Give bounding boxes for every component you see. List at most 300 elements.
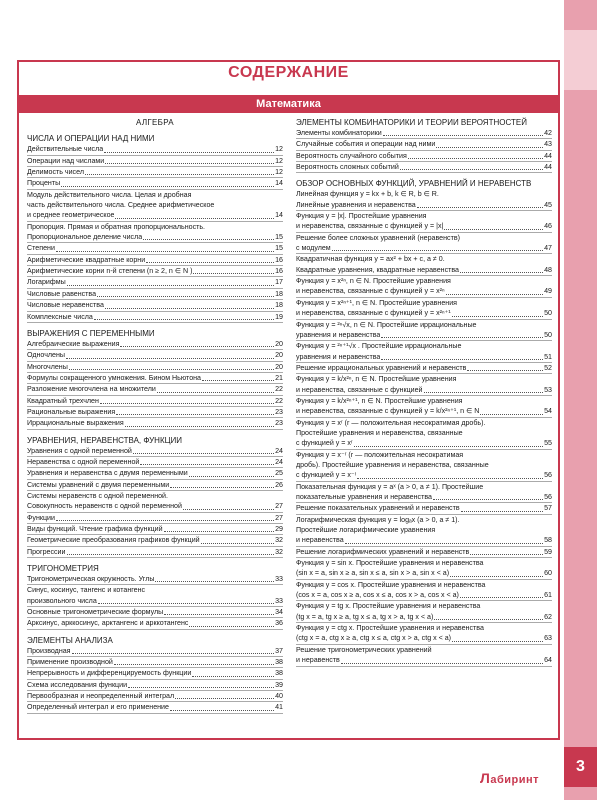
toc-page-number: 12 — [275, 168, 283, 177]
toc-entry[interactable] — [27, 277, 283, 288]
toc-entry-text: Рациональные выражения — [27, 407, 116, 416]
toc-entry-text: и неравенства, связанные с функцией y = x²ⁿ — [296, 287, 445, 296]
leader-dots — [357, 478, 543, 479]
toc-page-number: 38 — [275, 658, 283, 667]
leader-dots — [480, 414, 543, 415]
section-title: УРАВНЕНИЯ, НЕРАВЕНСТВА, ФУНКЦИИ — [27, 435, 183, 445]
leader-dots — [408, 158, 543, 159]
toc-entry-text: Вероятность сложных событий — [296, 163, 399, 172]
toc-entry-text: и неравенства — [296, 536, 344, 545]
toc-entry[interactable] — [296, 558, 552, 568]
toc-entry[interactable] — [296, 525, 552, 535]
leader-dots — [175, 698, 274, 699]
toc-entry[interactable] — [27, 300, 283, 311]
toc-page-number: 34 — [275, 608, 283, 617]
leader-dots — [446, 294, 544, 295]
leader-dots — [104, 152, 274, 153]
leader-dots — [56, 251, 274, 252]
toc-entry-text: Арифметические квадратные корни — [27, 255, 146, 264]
toc-entry[interactable] — [296, 352, 552, 363]
toc-page-number: 33 — [275, 596, 283, 605]
leader-dots — [193, 273, 274, 274]
toc-entry[interactable] — [296, 374, 552, 384]
toc-entry[interactable] — [296, 601, 552, 611]
toc-entry[interactable] — [296, 308, 552, 319]
toc-entry-text: Функция y = k/x²ⁿ⁺¹, n ∈ N. Простейшие уравнения — [296, 396, 463, 405]
toc-entry[interactable] — [296, 438, 552, 449]
toc-entry[interactable] — [27, 585, 283, 595]
toc-entry[interactable] — [296, 254, 552, 264]
leader-dots — [155, 581, 274, 582]
toc-page-number: 39 — [275, 680, 283, 689]
logo-text: абиринт — [490, 774, 540, 786]
toc-page-number: 64 — [544, 656, 552, 665]
leader-dots — [189, 476, 274, 477]
toc-page-number: 26 — [275, 480, 283, 489]
toc-entry-text: Алгебраические выражения — [27, 339, 120, 348]
leader-dots — [56, 520, 274, 521]
toc-entry[interactable] — [27, 243, 283, 254]
toc-entry[interactable] — [27, 255, 283, 266]
subject-banner: Математика — [19, 95, 558, 113]
toc-entry[interactable] — [27, 491, 283, 501]
toc-entry[interactable] — [296, 243, 552, 254]
labirint-logo — [480, 770, 539, 786]
leader-dots — [120, 346, 274, 347]
leader-dots — [100, 403, 274, 404]
toc-entry[interactable] — [296, 503, 552, 514]
toc-entry-text: Проценты — [27, 179, 61, 188]
toc-page-number: 47 — [544, 244, 552, 253]
toc-entry-text: показательные уравнения и неравенства — [296, 493, 432, 501]
toc-entry[interactable] — [296, 276, 552, 286]
toc-entry-text: Функция y = cos x. Простейшие уравнения и неравенства — [296, 580, 486, 589]
toc-page-number: 58 — [544, 536, 552, 545]
leader-dots — [444, 229, 543, 230]
toc-page-number: 52 — [544, 363, 552, 372]
toc-entry[interactable] — [296, 320, 552, 330]
leader-dots — [98, 603, 274, 604]
toc-entry[interactable] — [27, 668, 283, 679]
toc-entry[interactable] — [296, 428, 552, 438]
leader-dots — [452, 641, 543, 642]
leader-dots — [452, 316, 543, 317]
toc-entry[interactable] — [296, 580, 552, 590]
toc-entry-text: произвольного числа — [27, 596, 97, 605]
toc-page-number: 56 — [544, 493, 552, 501]
toc-page-number: 18 — [275, 301, 283, 310]
toc-page-number: 29 — [275, 525, 283, 533]
toc-entry-text: Пропорциональное деление числа — [27, 233, 143, 242]
toc-entry[interactable] — [27, 384, 283, 395]
leader-dots — [436, 147, 543, 148]
leader-dots — [97, 296, 274, 297]
toc-entry[interactable] — [296, 482, 552, 492]
toc-page-number: 18 — [275, 289, 283, 298]
toc-entry-text: Решение тригонометрических уравнений — [296, 645, 432, 654]
toc-page-number: 12 — [275, 156, 283, 165]
toc-page-number: 51 — [544, 352, 552, 361]
toc-page-number: 15 — [275, 244, 283, 253]
toc-entry[interactable] — [27, 480, 283, 491]
toc-entry[interactable] — [27, 266, 283, 277]
toc-entry[interactable] — [27, 646, 283, 657]
toc-page-number: 14 — [275, 179, 283, 188]
toc-entry-text: Виды функций. Чтение графика функций — [27, 525, 163, 533]
toc-page-number: 20 — [275, 362, 283, 371]
toc-entry-text: Линейные уравнения и неравенства — [296, 200, 416, 209]
toc-entry[interactable] — [296, 406, 552, 417]
leader-dots — [170, 710, 274, 711]
toc-page-number: 62 — [544, 612, 552, 621]
toc-page-number: 27 — [275, 513, 283, 522]
leader-dots — [381, 359, 543, 360]
toc-page-number: 16 — [275, 267, 283, 276]
toc-entry-text: Основные тригонометрические формулы — [27, 608, 164, 617]
toc-page-number: 44 — [544, 163, 552, 172]
toc-entry[interactable] — [27, 702, 283, 713]
toc-entry[interactable] — [296, 189, 552, 199]
toc-entry-text: Вероятность случайного события — [296, 151, 407, 160]
toc-entry-text: Функция y = xʳ (r — положительная несократимая дробь). — [296, 418, 486, 427]
toc-entry-text: уравнения и неравенства — [296, 330, 381, 339]
toc-entry[interactable] — [296, 535, 552, 546]
toc-entry-text: Решение иррациональных уравнений и неравенств — [296, 363, 467, 372]
toc-entry-text: Иррациональные выражения — [27, 419, 124, 428]
toc-entry-text: с функцией y = xʳ — [296, 439, 353, 448]
toc-entry-text: Производная — [27, 646, 71, 655]
toc-entry[interactable] — [296, 128, 552, 139]
toc-entry-text: и неравенства, связанные с функцией y = |x| — [296, 222, 444, 231]
leader-dots — [332, 250, 543, 251]
toc-page-number: 14 — [275, 211, 283, 220]
toc-page-number: 22 — [275, 396, 283, 405]
toc-entry-text: Элементы комбинаторики — [296, 129, 382, 137]
leader-dots — [140, 464, 274, 465]
toc-entry[interactable] — [27, 312, 283, 323]
toc-entry-text: Совокупность неравенств с одной переменной — [27, 502, 182, 511]
toc-entry-text: Арифметические корни n-й степени (n ≥ 2, n ∈ N ) — [27, 267, 193, 276]
toc-page-number: 48 — [544, 265, 552, 274]
toc-page-number: 20 — [275, 351, 283, 360]
leader-dots — [125, 426, 274, 427]
toc-entry[interactable] — [27, 156, 283, 167]
toc-page-number: 49 — [544, 287, 552, 296]
toc-entry[interactable] — [27, 501, 283, 512]
toc-entry[interactable] — [296, 418, 552, 428]
toc-entry[interactable] — [27, 457, 283, 468]
toc-entry[interactable] — [296, 330, 552, 341]
toc-page-number: 32 — [275, 547, 283, 556]
toc-entry-text: Функция y = x²ⁿ⁺¹, n ∈ N. Простейшие уравнения — [296, 298, 457, 307]
toc-entry-text: (ctg x = a, ctg x ≥ a, ctg x ≤ a, ctg x > a, ctg x < a) — [296, 634, 452, 643]
section-title: ОБЗОР ОСНОВНЫХ ФУНКЦИЙ, УРАВНЕНИЙ И НЕРАВЕНСТВ — [296, 179, 532, 189]
toc-entry-text: Степени — [27, 244, 55, 253]
toc-entry[interactable] — [27, 222, 283, 232]
leader-dots — [201, 543, 274, 544]
toc-entry[interactable] — [296, 396, 552, 406]
leader-dots — [157, 392, 274, 393]
toc-entry-text: Делимость чисел — [27, 168, 84, 177]
leader-dots — [354, 446, 543, 447]
toc-entry-text: часть действительного числа. Среднее арифметическое — [27, 201, 215, 210]
toc-entry[interactable] — [296, 139, 552, 150]
toc-page-number: 23 — [275, 407, 283, 416]
toc-page-number: 16 — [275, 255, 283, 264]
leader-dots — [164, 614, 274, 615]
toc-entry[interactable] — [27, 680, 283, 691]
toc-page-number: 50 — [544, 330, 552, 339]
leader-dots — [116, 414, 274, 415]
toc-page-number: 55 — [544, 439, 552, 448]
toc-entry[interactable] — [296, 265, 552, 276]
toc-entry-text: Уравнения и неравенства с двумя переменными — [27, 469, 188, 478]
toc-page-number: 23 — [275, 419, 283, 428]
leader-dots — [433, 499, 543, 500]
toc-entry[interactable] — [27, 210, 283, 221]
leader-dots — [450, 576, 543, 577]
toc-page-number: 54 — [544, 407, 552, 416]
toc-entry[interactable] — [296, 450, 552, 460]
toc-entry-text: Функция y = tg x. Простейшие уравнения и неравенства — [296, 602, 481, 611]
toc-entry-text: уравнения и неравенства — [296, 352, 381, 361]
toc-page-number: 59 — [544, 547, 552, 556]
logo-mark-icon: Л — [480, 770, 491, 786]
side-bar — [564, 0, 597, 800]
toc-entry[interactable] — [27, 418, 283, 429]
toc-entry-text: и неравенства, связанные с функцией y = k/x²ⁿ⁺¹, n ∈ N — [296, 407, 480, 416]
toc-entry[interactable] — [27, 167, 283, 178]
toc-entry[interactable] — [296, 612, 552, 623]
toc-page-number: 15 — [275, 233, 283, 242]
leader-dots — [133, 453, 274, 454]
toc-entry[interactable] — [296, 151, 552, 162]
toc-entry[interactable] — [296, 655, 552, 666]
toc-entry[interactable] — [27, 407, 283, 418]
toc-entry-text: Многочлены — [27, 362, 68, 371]
algebra-heading: АЛГЕБРА — [136, 118, 174, 127]
toc-entry[interactable] — [296, 568, 552, 579]
toc-entry[interactable] — [296, 200, 552, 211]
toc-entry[interactable] — [27, 691, 283, 702]
toc-entry-text: (sin x = a, sin x ≥ a, sin x ≤ a, sin x > a, sin x < a) — [296, 569, 450, 578]
toc-entry-text: Системы неравенств с одной переменной. — [27, 491, 168, 500]
toc-entry-text: с функцией y = x⁻ʳ — [296, 471, 357, 480]
section-title: ВЫРАЖЕНИЯ С ПЕРЕМЕННЫМИ — [27, 328, 155, 338]
toc-page-number: 21 — [275, 373, 283, 382]
toc-entry[interactable] — [296, 233, 552, 243]
toc-entry[interactable] — [296, 385, 552, 396]
toc-entry[interactable] — [27, 657, 283, 668]
leader-dots — [461, 511, 544, 512]
leader-dots — [85, 174, 274, 175]
toc-entry[interactable] — [296, 162, 552, 173]
toc-entry-text: и неравенства, связанные с функцией — [296, 385, 423, 394]
toc-entry-text: Геометрические преобразования графиков функций — [27, 536, 200, 545]
leader-dots — [381, 337, 543, 338]
toc-entry-text: и неравенства, связанные с функцией y = x²ⁿ⁺¹ — [296, 309, 451, 318]
toc-entry[interactable] — [296, 590, 552, 601]
toc-entry-text: и неравенств — [296, 656, 340, 665]
toc-page-number: 53 — [544, 385, 552, 394]
toc-entry[interactable] — [27, 362, 283, 373]
toc-page-number: 50 — [544, 309, 552, 318]
toc-entry[interactable] — [296, 492, 552, 503]
toc-entry[interactable] — [27, 547, 283, 558]
leader-dots — [460, 272, 543, 273]
toc-entry-text: Синус, косинус, тангенс и котангенс — [27, 586, 146, 595]
toc-entry[interactable] — [27, 373, 283, 384]
toc-entry[interactable] — [296, 547, 552, 558]
toc-entry[interactable] — [27, 607, 283, 618]
toc-page-number: 56 — [544, 471, 552, 480]
toc-page-number: 20 — [275, 339, 283, 348]
toc-entry[interactable] — [296, 460, 552, 470]
toc-page-number: 17 — [275, 278, 283, 287]
toc-entry-text: Первообразная и неопределенный интеграл — [27, 692, 175, 701]
toc-page-number: 61 — [544, 591, 552, 600]
toc-entry[interactable] — [296, 515, 552, 525]
toc-entry-text: Системы уравнений с двумя переменными — [27, 480, 170, 489]
toc-entry[interactable] — [296, 286, 552, 297]
toc-entry-text: Решение логарифмических уравнений и неравенств — [296, 547, 470, 556]
toc-entry-text: (cos x = a, cos x ≥ a, cos x ≤ a, cos x > a, cos x < a) — [296, 591, 459, 600]
leader-dots — [105, 163, 274, 164]
toc-entry[interactable] — [27, 200, 283, 210]
toc-entry-text: Тригонометрическая окружность. Углы — [27, 575, 155, 584]
leader-dots — [189, 626, 274, 627]
toc-entry[interactable] — [296, 470, 552, 481]
toc-page-number: 44 — [544, 151, 552, 160]
leader-dots — [345, 543, 543, 544]
toc-entry[interactable] — [27, 618, 283, 629]
toc-entry[interactable] — [296, 633, 552, 644]
toc-entry-text: Схема исследования функции — [27, 680, 128, 689]
section-title: ЭЛЕМЕНТЫ АНАЛИЗА — [27, 635, 113, 645]
toc-entry[interactable] — [296, 363, 552, 374]
toc-entry[interactable] — [296, 298, 552, 308]
toc-entry-text: Линейная функция y = kx + b, k ∈ R, b ∈ R. — [296, 190, 439, 199]
leader-dots — [202, 380, 274, 381]
toc-page-number: 40 — [275, 692, 283, 701]
toc-entry-text: Пропорция. Прямая и обратная пропорциональность. — [27, 222, 206, 231]
toc-entry-text: (tg x = a, tg x ≥ a, tg x ≤ a, tg x > a, tg x < a) — [296, 612, 434, 621]
leader-dots — [72, 653, 275, 654]
toc-entry-text: Арксинус, арккосинус, арктангенс и арккотангенс — [27, 619, 189, 628]
toc-page-number: 38 — [275, 669, 283, 678]
toc-entry-text: Функция y = x⁻ʳ (r — положительная несократимая — [296, 450, 464, 459]
leader-dots — [460, 597, 543, 598]
toc-page-number: 25 — [275, 469, 283, 478]
leader-dots — [417, 207, 543, 208]
toc-entry-text: Прогрессии — [27, 547, 66, 556]
toc-entry-text: Применение производной — [27, 658, 113, 667]
leader-dots — [400, 169, 543, 170]
toc-entry[interactable] — [27, 596, 283, 607]
leader-dots — [105, 308, 274, 309]
toc-entry[interactable] — [27, 468, 283, 479]
leader-dots — [170, 487, 274, 488]
toc-entry-text: Разложение многочлена на множители — [27, 385, 156, 394]
toc-page-number: 45 — [544, 200, 552, 209]
toc-entry-text: Функция y = ctg x. Простейшие уравнения и неравенства — [296, 624, 484, 633]
toc-page-number: 22 — [275, 385, 283, 394]
toc-page-number: 24 — [275, 457, 283, 466]
toc-entry[interactable] — [296, 645, 552, 655]
toc-entry[interactable] — [27, 513, 283, 524]
toc-entry-text: Показательная функция y = aˣ (a > 0, a ≠ 1). Простейшие — [296, 482, 484, 491]
leader-dots — [69, 369, 274, 370]
toc-page-number: 36 — [275, 619, 283, 628]
leader-dots — [434, 619, 543, 620]
toc-entry[interactable] — [27, 446, 283, 457]
toc-entry[interactable] — [27, 535, 283, 546]
leader-dots — [114, 664, 274, 665]
toc-entry[interactable] — [296, 221, 552, 232]
toc-entry[interactable] — [296, 211, 552, 221]
toc-entry[interactable] — [27, 232, 283, 243]
toc-entry[interactable] — [27, 396, 283, 407]
toc-entry-text: Решение более сложных уравнений (неравенств) — [296, 233, 460, 242]
toc-entry-text: Решение показательных уравнений и неравенств — [296, 504, 460, 513]
toc-entry-text: Простейшие уравнения и неравенства, связанные — [296, 428, 463, 437]
section-title: ЭЛЕМЕНТЫ КОМБИНАТОРИКИ И ТЕОРИИ ВЕРОЯТНОСТЕЙ — [296, 118, 527, 127]
toc-entry[interactable] — [27, 178, 283, 189]
toc-entry-text: Функция y = ²ⁿ⁺¹√x . Простейшие иррациональные — [296, 342, 462, 351]
toc-entry-text: Функция y = k/x²ⁿ, n ∈ N. Простейшие уравнения — [296, 375, 457, 384]
toc-entry[interactable] — [296, 341, 552, 351]
left-column — [27, 118, 283, 714]
toc-entry[interactable] — [296, 623, 552, 633]
toc-page-number: 57 — [544, 504, 552, 513]
toc-entry-text: Неравенства с одной переменной — [27, 457, 140, 466]
toc-entry[interactable] — [27, 350, 283, 361]
toc-page-number: 27 — [275, 502, 283, 511]
toc-entry-text: Логарифмы — [27, 278, 66, 287]
toc-entry[interactable] — [27, 289, 283, 300]
toc-page-number: 33 — [275, 575, 283, 584]
toc-entry[interactable] — [27, 190, 283, 200]
toc-entry-text: Квадратный трехчлен — [27, 396, 99, 405]
leader-dots — [67, 554, 275, 555]
toc-entry-text: Числовые равенства — [27, 289, 97, 298]
leader-dots — [115, 218, 274, 219]
leader-dots — [424, 392, 544, 393]
toc-entry[interactable] — [27, 574, 283, 585]
toc-entry-text: Операции над числами — [27, 156, 105, 165]
toc-entry-text: Числовые неравенства — [27, 301, 104, 310]
leader-dots — [61, 186, 274, 187]
toc-entry-text: Действительные числа — [27, 145, 104, 154]
leader-dots — [341, 663, 543, 664]
section-title: ТРИГОНОМЕТРИЯ — [27, 564, 99, 574]
toc-entry[interactable] — [27, 339, 283, 350]
side-bar-band — [564, 30, 597, 90]
leader-dots — [94, 319, 274, 320]
toc-entry-text: Модуль действительного числа. Целая и дробная — [27, 190, 192, 199]
toc-entry-text: Логарифмическая функция y = logₐx (a > 0, a ≠ 1). — [296, 515, 460, 524]
toc-entry-text: дробь). Простейшие уравнения и неравенства, связанные — [296, 460, 489, 469]
toc-page-number: 37 — [275, 646, 283, 655]
toc-entry-text: Квадратные уравнения, квадратные неравенства — [296, 265, 459, 274]
toc-entry-text: Квадратичная функция y = ax² + bx + c, a ≠ 0. — [296, 255, 445, 264]
toc-entry[interactable] — [27, 524, 283, 535]
toc-entry[interactable] — [27, 144, 283, 155]
toc-page-number: 43 — [544, 140, 552, 149]
leader-dots — [66, 358, 274, 359]
toc-page-number: 60 — [544, 569, 552, 578]
page-title: СОДЕРЖАНИЕ — [228, 64, 349, 81]
